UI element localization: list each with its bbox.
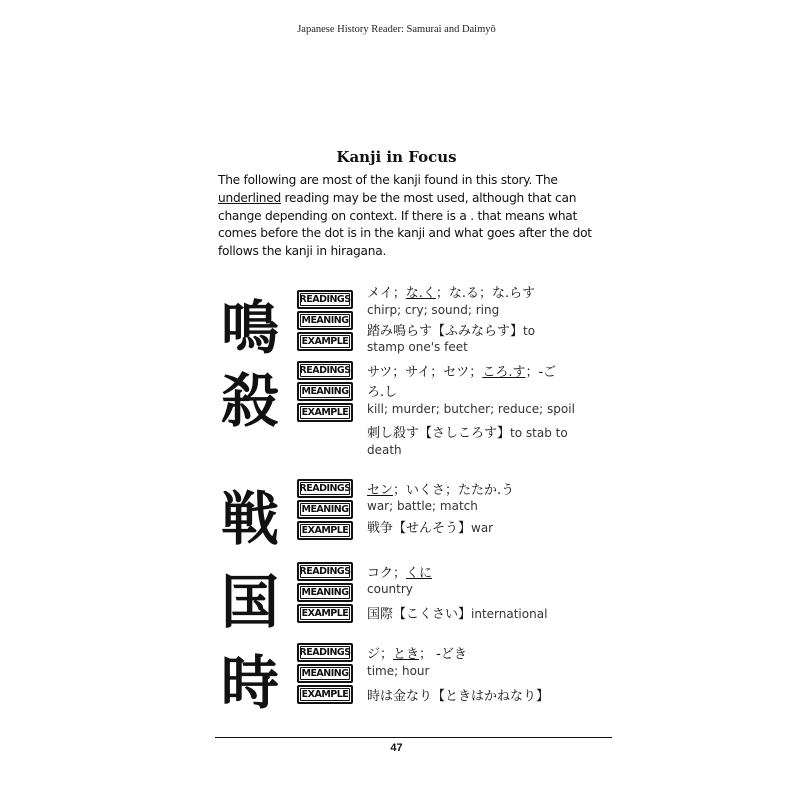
example-japanese: 国際【こくさい】 xyxy=(367,607,472,622)
example-english: war xyxy=(471,521,494,535)
example-english: to xyxy=(523,324,536,338)
primary-reading: ころ.す xyxy=(482,365,526,380)
kanji-character: 国 xyxy=(220,568,279,636)
reading-text: コク； xyxy=(367,566,407,581)
example-line xyxy=(367,685,607,704)
example-continued: death xyxy=(367,443,402,457)
example-japanese: 踏み鳴らす【ふみならす】 xyxy=(367,324,524,339)
readings-label: READINGS xyxy=(297,643,353,662)
example-continued: stamp one's feet xyxy=(367,340,468,354)
reading-text: ； -どき xyxy=(419,647,467,662)
meaning-text: country xyxy=(367,582,413,596)
reading-text: メイ； xyxy=(367,286,406,301)
kanji-character: 鳴 xyxy=(220,294,279,362)
meaning-text: chirp; cry; sound; ring xyxy=(367,303,500,317)
intro-text: The following are most of the kanji found in this story. The xyxy=(218,173,558,187)
readings-label: READINGS xyxy=(297,290,353,309)
primary-reading: セン xyxy=(367,483,394,498)
primary-reading: な.く xyxy=(405,286,436,301)
meaning-text: war; battle; match xyxy=(367,499,478,513)
example-japanese: 戦争【せんそう】 xyxy=(367,521,472,536)
readings-label: READINGS xyxy=(297,361,353,380)
meaning-label: MEANING xyxy=(297,311,353,330)
readings-line xyxy=(367,562,607,581)
readings-continued: ろ.し xyxy=(367,385,398,400)
example-label: EXAMPLE xyxy=(297,403,353,422)
meaning-label: MEANING xyxy=(297,500,353,519)
readings-line xyxy=(367,282,607,301)
page-number: 47 xyxy=(390,742,403,754)
example-japanese: 時は金なり【ときはかねなり】 xyxy=(367,689,550,704)
readings-label: READINGS xyxy=(297,479,353,498)
intro-underlined-word: underlined xyxy=(218,190,281,205)
example-line xyxy=(367,422,607,441)
section-title: Kanji in Focus xyxy=(336,148,457,166)
example-line xyxy=(367,603,607,622)
kanji-character: 殺 xyxy=(220,367,279,435)
example-label: EXAMPLE xyxy=(297,685,353,704)
running-header: Japanese History Reader: Samurai and Daimyō xyxy=(297,24,496,35)
footer-rule xyxy=(215,737,612,738)
example-label: EXAMPLE xyxy=(297,521,353,540)
meaning-text: time; hour xyxy=(367,664,430,678)
primary-reading: くに xyxy=(406,566,433,581)
kanji-character: 時 xyxy=(220,649,279,717)
reading-text: ；な.る；な.らす xyxy=(435,286,536,301)
readings-line xyxy=(367,361,607,380)
reading-text: サツ；サイ；セツ； xyxy=(367,365,483,380)
reading-text: ジ； xyxy=(367,647,394,662)
primary-reading: とき xyxy=(393,647,420,662)
intro-text: reading may be the most used, although that can change depending on context. If there is a . that means what comes before the dot is in the kanji and what goes after the dot follows the kanji in hiragana. xyxy=(218,190,592,259)
example-label: EXAMPLE xyxy=(297,332,353,351)
readings-line xyxy=(367,479,607,498)
intro-paragraph xyxy=(218,172,598,261)
reading-text: ；いくさ；たたか.う xyxy=(393,483,515,498)
example-line xyxy=(367,320,607,339)
example-english: international xyxy=(471,607,548,621)
meaning-label: MEANING xyxy=(297,382,353,401)
meaning-label: MEANING xyxy=(297,583,353,602)
readings-label: READINGS xyxy=(297,562,353,581)
meaning-label: MEANING xyxy=(297,664,353,683)
reading-text: ；-ご xyxy=(525,365,557,380)
example-line xyxy=(367,517,607,536)
example-label: EXAMPLE xyxy=(297,604,353,623)
example-japanese: 刺し殺す【さしころす】 xyxy=(367,426,511,441)
kanji-character: 戦 xyxy=(220,485,279,553)
readings-line xyxy=(367,643,607,662)
meaning-text: kill; murder; butcher; reduce; spoil xyxy=(367,402,575,416)
example-english: to stab to xyxy=(510,426,568,440)
